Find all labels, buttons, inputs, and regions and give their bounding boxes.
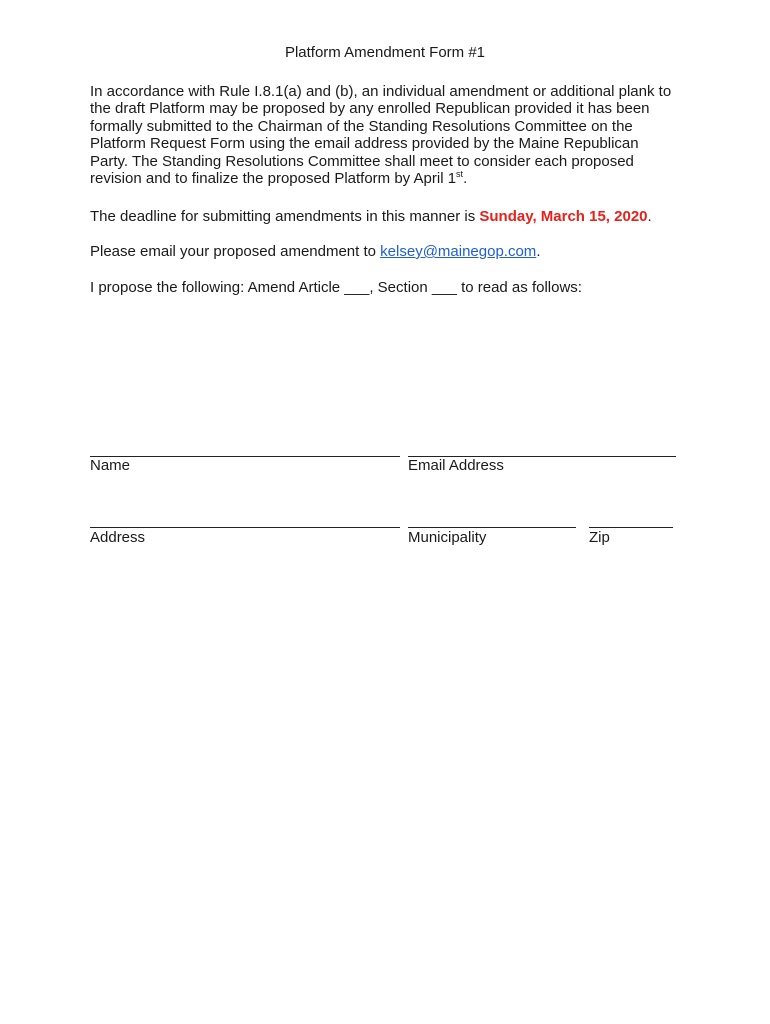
name-label: Name bbox=[90, 457, 131, 474]
deadline-suffix: . bbox=[647, 208, 652, 225]
intro-line: formally submitted to the Chairman of the Standing Resolutions Committee on the bbox=[90, 117, 633, 135]
intro-line: Platform Request Form using the email address provided by the Maine Republican bbox=[90, 135, 639, 153]
deadline-prefix: The deadline for submitting amendments in this manner is bbox=[90, 208, 480, 225]
intro-line: In accordance with Rule I.8.1(a) and (b), an individual amendment or additional plank to bbox=[90, 83, 672, 100]
intro-superscript: st bbox=[456, 169, 464, 180]
zip-field-line[interactable] bbox=[589, 527, 673, 528]
deadline-paragraph bbox=[90, 208, 652, 225]
intro-last-punct: . bbox=[463, 170, 468, 188]
email-suffix: . bbox=[536, 243, 541, 260]
intro-line: the draft Platform may be proposed by any enrolled Republican provided it has been bbox=[90, 100, 650, 118]
municipality-field-line[interactable] bbox=[408, 527, 576, 528]
address-label: Address bbox=[90, 529, 146, 546]
email-paragraph bbox=[90, 243, 540, 260]
email-link[interactable]: kelsey@mainegop.com bbox=[380, 243, 537, 260]
intro-last-line-text: revision and to finalize the proposed Platform by April 1 bbox=[90, 170, 457, 188]
page-title: Platform Amendment Form #1 bbox=[284, 44, 486, 61]
municipality-label: Municipality bbox=[408, 529, 487, 546]
intro-line: Party. The Standing Resolutions Committee shall meet to consider each proposed bbox=[90, 152, 634, 170]
intro-paragraph bbox=[90, 83, 690, 187]
proposal-paragraph: I propose the following: Amend Article ___, Section ___ to read as follows: bbox=[90, 279, 582, 296]
intro-last-line bbox=[90, 170, 690, 187]
name-field-line[interactable] bbox=[90, 456, 400, 457]
email-address-label: Email Address bbox=[408, 457, 504, 474]
email-prefix: Please email your proposed amendment to bbox=[90, 243, 381, 260]
deadline-date: Sunday, March 15, 2020 bbox=[479, 208, 648, 225]
address-field-line[interactable] bbox=[90, 527, 400, 528]
zip-label: Zip bbox=[589, 529, 610, 546]
